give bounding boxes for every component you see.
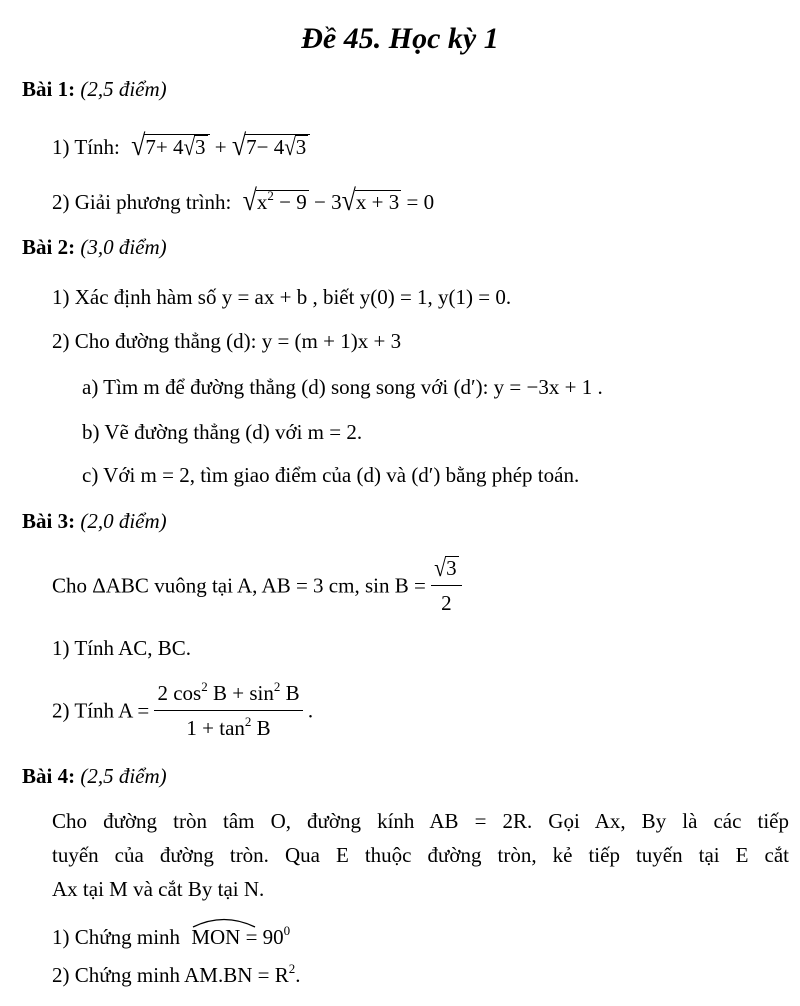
bai1-q2-tail: = 0 bbox=[401, 190, 435, 214]
bai4-q1-exp: 0 bbox=[283, 923, 291, 938]
bai4-q1-prefix: 1) Chứng minh bbox=[52, 925, 181, 949]
bai3-label: Bài 3: bbox=[22, 509, 76, 533]
bai2-qa: a) Tìm m để đường thẳng (d) song song với (d′): y = −3x + 1 . bbox=[82, 375, 603, 399]
bai1-q2-exp: 2 bbox=[267, 188, 274, 203]
bai2-qc: c) Với m = 2, tìm giao điểm của (d) và (d′) bằng phép toán. bbox=[82, 463, 580, 487]
bai1-q1-r2b: − 4 bbox=[256, 135, 285, 159]
bai2-label: Bài 2: bbox=[22, 235, 76, 259]
bai4-q1-angle bbox=[191, 924, 240, 950]
bai4-para-line1: Cho đường tròn tâm O, đường kính AB = 2R. Gọi Ax, By là các tiếp bbox=[52, 809, 789, 833]
bai3-intro bbox=[52, 553, 462, 618]
bai3-heading bbox=[22, 508, 167, 534]
bai3-q1: 1) Tính AC, BC. bbox=[52, 636, 192, 660]
bai1-heading bbox=[22, 76, 167, 102]
bai1-q2-expr: $√x^2 - 9 - 3√x + 3 = 0$ bbox=[242, 183, 435, 218]
bai1-points: (2,5 điểm) bbox=[80, 77, 167, 101]
bai3-q2-num-exp2: 2 bbox=[273, 679, 281, 694]
bai4-label: Bài 4: bbox=[22, 764, 76, 788]
bai4-q2-text: 2) Chứng minh AM.BN = R bbox=[52, 963, 289, 987]
bai3-q2-tail: . bbox=[307, 698, 314, 723]
bai4-para-line2: tuyến của đường tròn. Qua E thuộc đường tròn, kẻ tiếp tuyến tại E cắt bbox=[52, 843, 789, 867]
bai3-q2 bbox=[52, 678, 313, 743]
bai3-q2-den-exp: 2 bbox=[244, 714, 252, 729]
bai3-sin-fraction: $\frac{√3}{2}$ bbox=[431, 553, 462, 618]
bai4-q2 bbox=[52, 962, 301, 988]
bai1-q1 bbox=[52, 128, 310, 163]
angle-arc-icon bbox=[191, 916, 257, 928]
bai4-q1 bbox=[52, 924, 290, 950]
bai4-q2-tail: . bbox=[295, 963, 301, 987]
bai3-q2-fraction bbox=[154, 678, 302, 743]
bai4-q1-angle-text: MON bbox=[191, 925, 241, 949]
bai3-points: (2,0 điểm) bbox=[80, 509, 167, 533]
bai1-q2-r1: x bbox=[256, 190, 268, 214]
page-title: Đề 45. Học kỳ 1 bbox=[301, 22, 499, 55]
bai1-q1-prefix: 1) Tính: bbox=[52, 135, 120, 159]
bai1-q1-r1c: 3 bbox=[195, 135, 206, 159]
bai1-q1-r1b: + 4 bbox=[155, 135, 184, 159]
bai1-q1-expr: √7+ 4√3 + √7− 4√3 bbox=[131, 135, 310, 159]
bai1-q1-r2c: 3 bbox=[295, 135, 307, 159]
bai4-heading bbox=[22, 763, 167, 789]
bai3-frac-den: 2 bbox=[441, 591, 452, 615]
bai4-points: (2,5 điểm) bbox=[80, 764, 167, 788]
bai3-q2-num-a: 2 cos bbox=[157, 681, 202, 705]
bai2-points: (3,0 điểm) bbox=[80, 235, 167, 259]
bai2-heading bbox=[22, 234, 167, 260]
bai1-q1-plus: + bbox=[214, 135, 227, 159]
bai1-q2-prefix: 2) Giải phương trình: bbox=[52, 190, 232, 214]
bai1-q2-mid: − 3 bbox=[308, 190, 342, 214]
bai4-q1-eq: = 90 bbox=[240, 925, 284, 949]
bai3-q2-num-b: B + sin bbox=[207, 681, 274, 705]
bai3-q2-num-exp1: 2 bbox=[201, 679, 208, 694]
bai1-q1-r2a: 7 bbox=[246, 135, 257, 159]
bai2-qb: b) Vẽ đường thẳng (d) với m = 2. bbox=[82, 420, 363, 444]
bai1-q1-r1a: 7 bbox=[145, 135, 156, 159]
bai3-q2-prefix: 2) Tính A = bbox=[52, 698, 150, 723]
bai3-frac-num: 3 bbox=[446, 556, 457, 580]
bai1-label: Bài 1: bbox=[22, 77, 76, 101]
bai3-q2-den-a: 1 + tan bbox=[186, 716, 245, 740]
bai4-para-line3: Ax tại M và cắt By tại N. bbox=[52, 877, 265, 901]
bai3-q2-den-b: B bbox=[251, 716, 271, 740]
bai2-q1: 1) Xác định hàm số y = ax + b , biết y(0) = 1, y(1) = 0. bbox=[52, 285, 512, 309]
bai1-q2 bbox=[52, 183, 435, 218]
bai1-q2-r1rest: − 9 bbox=[273, 190, 307, 214]
bai1-q2-r2: x + 3 bbox=[355, 190, 400, 214]
bai2-q2: 2) Cho đường thẳng (d): y = (m + 1)x + 3 bbox=[52, 329, 402, 353]
bai3-q2-num-c: B bbox=[280, 681, 300, 705]
bai4-q2-exp: 2 bbox=[288, 961, 296, 976]
bai3-intro-text: Cho ΔABC vuông tại A, AB = 3 cm, sin B = bbox=[52, 573, 426, 598]
